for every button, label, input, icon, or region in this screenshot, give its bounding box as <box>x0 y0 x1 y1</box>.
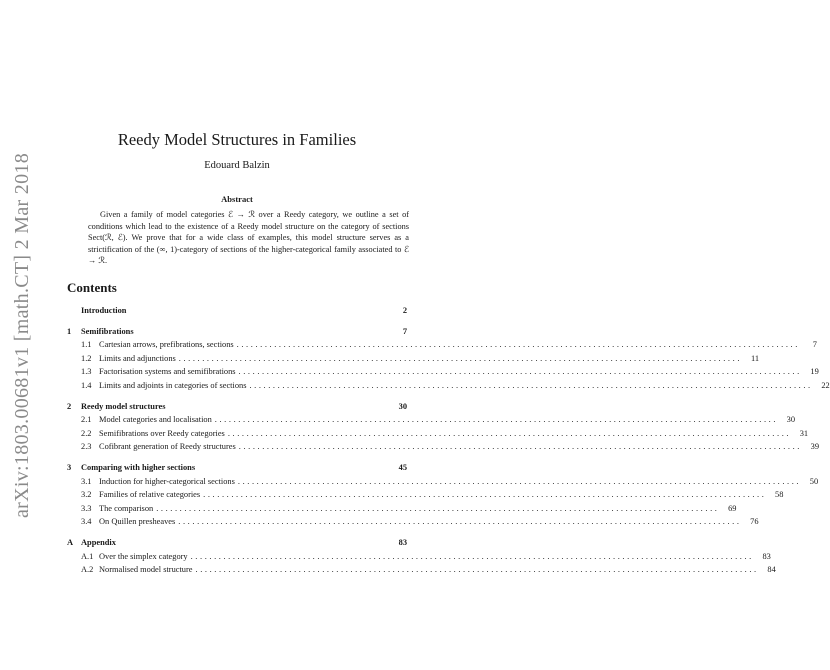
toc-entry-number: 1 <box>67 326 72 336</box>
toc-page-number: 31 <box>799 428 809 438</box>
toc-dot-leader: ........................................................................................................................ <box>156 503 720 513</box>
toc-section-entry[interactable] <box>67 413 796 427</box>
toc-page-number: 50 <box>809 476 819 486</box>
toc-entry-number: 3.4 <box>81 517 92 527</box>
toc-page-number: 45 <box>398 462 407 472</box>
toc-chapter-entry[interactable] <box>67 325 407 339</box>
toc-entry-number: 2.3 <box>81 442 92 452</box>
abstract-heading: Abstract <box>221 194 253 204</box>
toc-page-number: 84 <box>767 565 776 575</box>
toc-page-number: 30 <box>786 415 796 425</box>
abstract-body: Given a family of model categories ℰ → ℛ over a Reedy category, we outline a set of conditions which lead to the existence of a Reedy model structure on the category of sections Sect(ℛ, ℰ). We prove that for a wide class of examples, this model structure serves as a strictification of the (∞, 1)-category of sections of the higher-categorical family associated to ℰ → ℛ. <box>88 210 409 266</box>
toc-dot-leader: ........................................................................................................................ <box>178 353 743 363</box>
toc-entry-title: Semifibrations over Reedy categories <box>99 428 225 438</box>
toc-chapter-entry[interactable] <box>67 536 407 550</box>
toc-section-entry[interactable] <box>67 338 817 352</box>
toc-entry-number: 1.4 <box>81 380 92 390</box>
toc-entry-title: Cartesian arrows, prefibrations, sections <box>99 340 234 350</box>
toc-entry-title: Appendix <box>81 537 116 547</box>
arxiv-identifier-text: arXiv:1803.00681v1 [math.CT] 2 Mar 2018 <box>10 152 33 518</box>
toc-entry-title: Families of relative categories <box>99 490 201 500</box>
toc-entry-title: On Quillen presheaves <box>99 517 176 527</box>
toc-section-entry[interactable] <box>67 488 784 502</box>
toc-section-entry[interactable] <box>67 440 819 454</box>
toc-section-entry[interactable] <box>67 352 760 366</box>
toc-entry-title: Semifibrations <box>81 326 134 336</box>
paper-author: Edouard Balzin <box>204 160 270 171</box>
toc-dot-leader: ........................................................................................................................ <box>237 476 802 486</box>
toc-entry-title: Cofibrant generation of Reedy structures <box>99 442 236 452</box>
toc-dot-leader: ........................................................................................................................ <box>249 380 813 390</box>
toc-spacer <box>67 454 407 461</box>
toc-entry-number: A.1 <box>81 551 94 561</box>
toc-page-number: 7 <box>812 340 817 350</box>
toc-dot-leader: ........................................................................................................................ <box>178 517 742 527</box>
toc-entry-title: Comparing with higher sections <box>81 462 196 472</box>
toc-spacer <box>67 318 407 325</box>
toc-entry-number: 3 <box>67 462 72 472</box>
table-of-contents <box>67 304 830 577</box>
toc-section-entry[interactable] <box>67 502 737 516</box>
toc-entry-number: 1.1 <box>81 340 92 350</box>
arxiv-identifier-stamp <box>8 152 36 518</box>
toc-entry-title: The comparison <box>99 503 154 513</box>
toc-entry-title: Normalised model structure <box>99 565 193 575</box>
toc-dot-leader: ........................................................................................................................ <box>203 490 767 500</box>
toc-page-number: 30 <box>398 401 407 411</box>
toc-page-number: 7 <box>402 326 407 336</box>
toc-entry-title: Factorisation systems and semifibrations <box>99 367 236 377</box>
toc-entry-number: 2 <box>67 401 72 411</box>
toc-page-number: 83 <box>762 551 771 561</box>
toc-entry-title: Reedy model structures <box>81 401 166 411</box>
toc-section-entry[interactable] <box>67 563 776 577</box>
toc-dot-leader: ........................................................................................................................ <box>238 367 802 377</box>
toc-page-number: 22 <box>821 380 830 390</box>
toc-section-entry[interactable] <box>67 515 759 529</box>
toc-entry-title: Introduction <box>81 306 127 315</box>
toc-dot-leader: ........................................................................................................................ <box>190 551 754 561</box>
paper-title: Reedy Model Structures in Families <box>117 130 357 149</box>
toc-chapter-entry[interactable] <box>67 400 407 414</box>
toc-page-number: 69 <box>728 503 737 513</box>
toc-dot-leader: ........................................................................................................................ <box>214 415 779 425</box>
toc-entry-title: Model categories and localisation <box>99 415 212 425</box>
toc-entry-number: 3.2 <box>81 490 92 500</box>
toc-spacer <box>67 529 407 536</box>
toc-entry-number: 1.2 <box>81 353 92 363</box>
toc-dot-leader: ........................................................................................................................ <box>195 565 759 575</box>
toc-page-number: 11 <box>750 353 760 363</box>
toc-dot-leader: ........................................................................................................................ <box>236 340 800 350</box>
toc-section-entry[interactable] <box>67 475 819 489</box>
toc-chapter-entry[interactable] <box>67 461 407 475</box>
toc-page-number: 19 <box>810 367 819 377</box>
toc-page-number: 58 <box>775 490 784 500</box>
toc-spacer <box>67 393 407 400</box>
toc-section-entry[interactable] <box>67 365 819 379</box>
toc-entry-number: 1.3 <box>81 367 92 377</box>
toc-page-number: 2 <box>402 306 407 315</box>
toc-entry-title: Over the simplex category <box>99 551 188 561</box>
toc-entry-number: A.2 <box>81 565 94 575</box>
toc-entry-title: Induction for higher-categorical sections <box>99 476 235 486</box>
toc-page-number: 76 <box>750 517 759 527</box>
toc-entry-number: 2.1 <box>81 415 92 425</box>
toc-page-number: 83 <box>398 537 407 547</box>
toc-entry-number: 3.3 <box>81 503 92 513</box>
toc-section-entry[interactable] <box>67 427 809 441</box>
toc-entry-number: 2.2 <box>81 428 92 438</box>
toc-entry-number: A <box>67 537 74 547</box>
toc-section-entry[interactable] <box>67 550 771 564</box>
toc-dot-leader: ........................................................................................................................ <box>227 428 792 438</box>
contents-heading: Contents <box>67 280 117 295</box>
toc-entry-title: Limits and adjoints in categories of sections <box>99 380 247 390</box>
toc-entry-title: Limits and adjunctions <box>99 353 176 363</box>
toc-entry-number: 3.1 <box>81 476 92 486</box>
toc-section-entry[interactable] <box>67 379 830 393</box>
toc-dot-leader: ........................................................................................................................ <box>238 442 802 452</box>
toc-page-number: 39 <box>810 442 819 452</box>
toc-chapter-entry[interactable] <box>67 304 407 318</box>
